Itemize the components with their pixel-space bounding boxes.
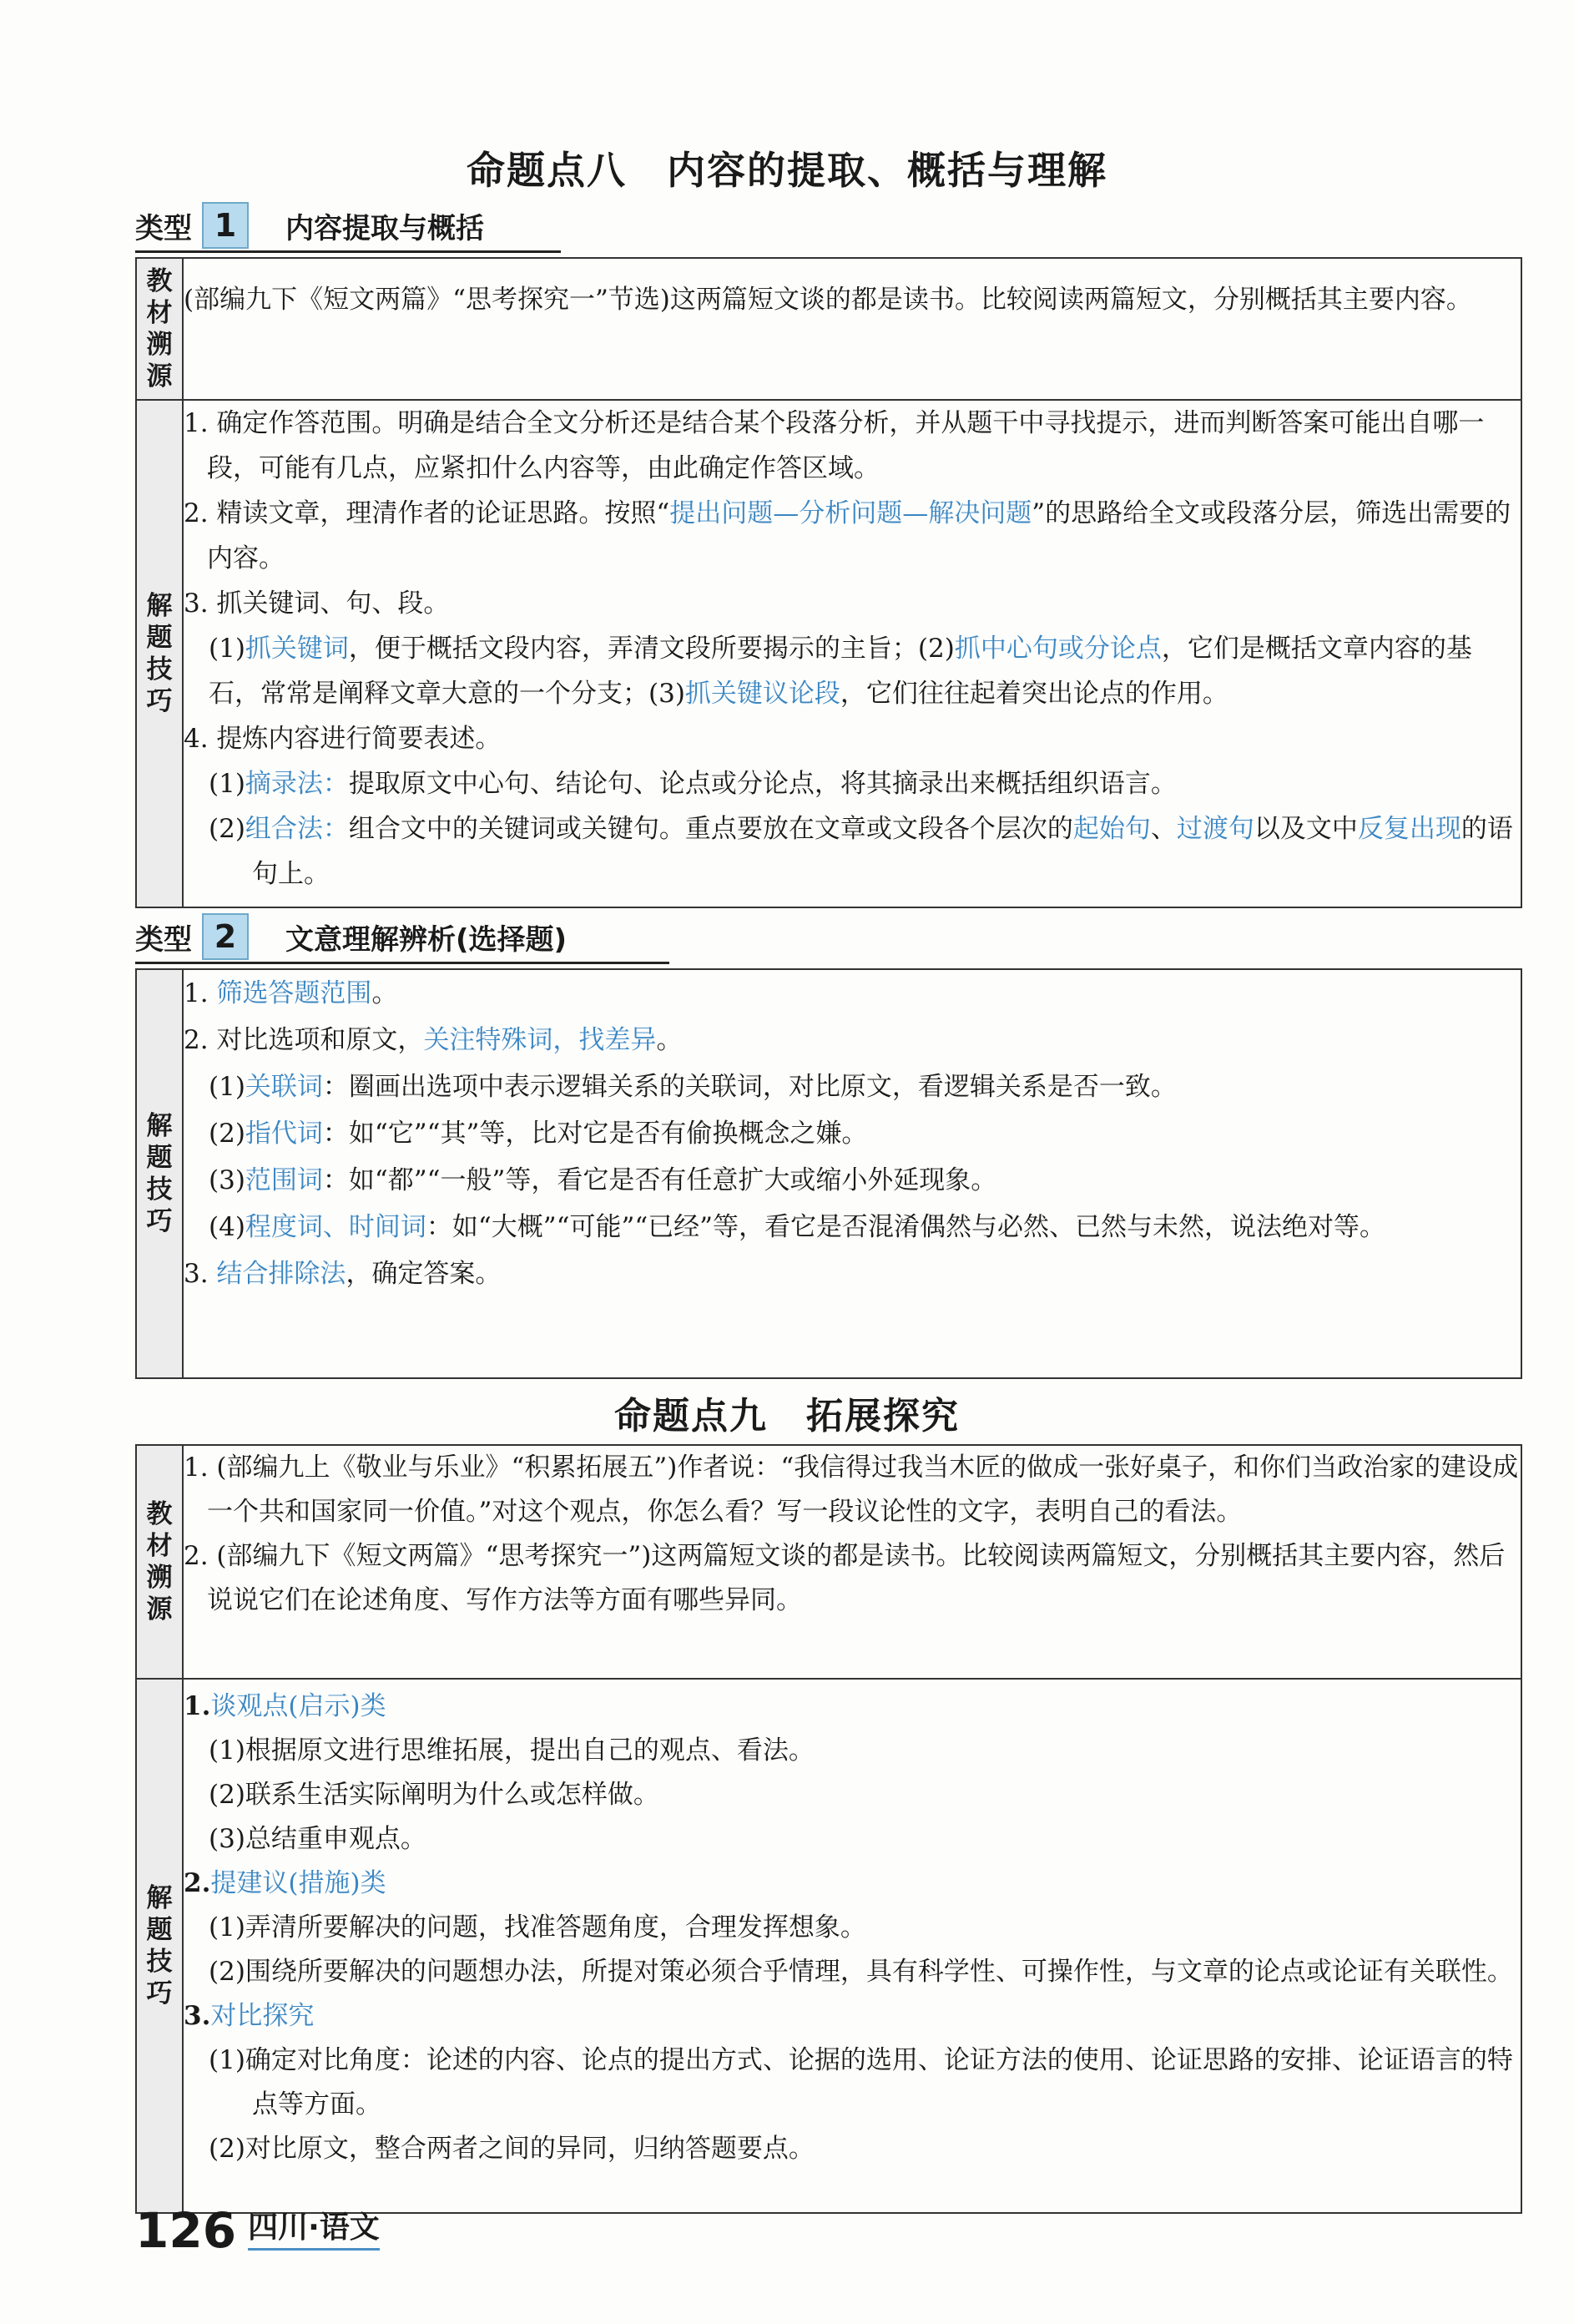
tip-9-item-3-2: (2)对比原文，整合两者之间的异同，归纳答题要点。	[209, 2134, 815, 2164]
tip-9-item-1-1: (1)根据原文进行思维拓展，提出自己的观点、看法。	[209, 1735, 815, 1766]
type-2-underline	[135, 962, 669, 964]
textbook-source-label-9: 教 材 溯 源	[136, 1445, 183, 1679]
page-footer	[135, 2202, 380, 2259]
tip-9-item-1-3: (3)总结重申观点。	[209, 1824, 426, 1854]
solving-tips-label: 解 题 技 巧	[136, 400, 183, 907]
type-1-table	[135, 257, 1522, 908]
page-subject: 四川·语文	[248, 2204, 380, 2251]
solving-tips-label-9: 解 题 技 巧	[136, 1679, 183, 2213]
type-1-header	[135, 200, 484, 250]
solving-tips-content-2	[183, 969, 1521, 1378]
type-2-title: 文意理解辨析(选择题)	[285, 922, 568, 957]
type-2-word: 类型	[135, 922, 192, 957]
source-item-2: 2. (部编九下《短文两篇》“思考探究一”)这两篇短文谈的都是读书。比较阅读两篇短文，分别概括其主要内容，然后说说它们在论述角度、写作方法等方面有哪些异同。	[184, 1541, 1506, 1615]
tip-item-4: 4. 提炼内容进行简要表述。	[184, 724, 502, 754]
tip-2-item-2: 2. 对比选项和原文，关注特殊词，找差异。	[184, 1025, 683, 1055]
page-number: 126	[135, 2202, 237, 2259]
type-2-header	[135, 912, 567, 962]
type-2-number-badge: 2	[202, 913, 249, 960]
type-1-word: 类型	[135, 211, 192, 245]
tip-2-item-2-4: (4)程度词、时间词：如“大概”“可能”“已经”等，看它是否混淆偶然与必然、已然与未然，说法绝对等。	[209, 1212, 1386, 1242]
type-2-table	[135, 968, 1522, 1379]
tip-item-4-1: (1)摘录法：提取原文中心句、结论句、论点或分论点，将其摘录出来概括组织语言。	[209, 769, 1177, 799]
tip-2-item-3: 3. 结合排除法，确定答案。	[184, 1259, 502, 1289]
source-item-1: 1. (部编九上《敬业与乐业》“积累拓展五”)作者说：“我信得过我当木匠的做成一张好桌子，和你们当政治家的建设成一个共和国家同一价值。”对这个观点，你怎么看？写一段议论性的文字，表明自己的看法。	[184, 1452, 1519, 1527]
tip-9-item-2-1: (1)弄清所要解决的问题，找准答题角度，合理发挥想象。	[209, 1912, 866, 1943]
tip-item-1: 1. 确定作答范围。明确是结合全文分析还是结合某个段落分析，并从题干中寻找提示，进而判断答案可能出自哪一段，可能有几点，应紧扣什么内容等，由此确定作答区域。	[184, 408, 1485, 483]
tip-item-4-2: (2)组合法：组合文中的关键词或关键句。重点要放在文章或文段各个层次的起始句、过渡句以及文中反复出现的语句上。	[209, 814, 1513, 889]
solving-tips-content	[183, 400, 1521, 907]
tip-item-2: 2. 精读文章，理清作者的论证思路。按照“提出问题—分析问题—解决问题”的思路给全文或段落分层，筛选出需要的内容。	[184, 498, 1511, 573]
tip-item-3-detail: (1)抓关键词，便于概括文段内容，弄清文段所要揭示的主旨；(2)抓中心句或分论点，它们是概括文章内容的基石，常常是阐释文章大意的一个分支；(3)抓关键议论段，它们往往起着突出论点的作用。	[209, 634, 1472, 709]
textbook-source-content-9	[183, 1445, 1521, 1679]
textbook-source-label: 教 材 溯 源	[136, 258, 183, 400]
tip-9-item-1-2: (2)联系生活实际阐明为什么或怎样做。	[209, 1780, 659, 1810]
section-9-table	[135, 1444, 1522, 2214]
type-1-underline	[135, 250, 561, 253]
tip-9-item-2-2: (2)围绕所要解决的问题想办法，所提对策必须合乎情理，具有科学性、可操作性，与文章的论点或论证有关联性。	[209, 1957, 1513, 1987]
tip-item-3: 3. 抓关键词、句、段。	[184, 589, 450, 619]
tip-2-item-2-2: (2)指代词：如“它”“其”等，比对它是否有偷换概念之嫌。	[209, 1119, 868, 1149]
tip-2-item-2-1: (1)关联词：圈画出选项中表示逻辑关系的关联词，对比原文，看逻辑关系是否一致。	[209, 1072, 1177, 1102]
solving-tips-label-2: 解 题 技 巧	[136, 969, 183, 1378]
tip-2-item-1: 1. 筛选答题范围。	[184, 978, 398, 1008]
section-8-title: 命题点八 内容的提取、概括与理解	[467, 148, 1107, 193]
solving-tips-content-9	[183, 1679, 1521, 2213]
tip-9-item-1: 1.谈观点(启示)类	[184, 1691, 386, 1721]
type-1-number-badge: 1	[202, 202, 249, 249]
section-9-title: 命题点九 拓展探究	[614, 1395, 960, 1437]
tip-9-item-3-1: (1)确定对比角度：论述的内容、论点的提出方式、论据的选用、论证方法的使用、论证思路的安排、论证语言的特点等方面。	[209, 2045, 1513, 2119]
tip-2-item-2-3: (3)范围词：如“都”“一般”等，看它是否有任意扩大或缩小外延现象。	[209, 1165, 997, 1195]
tip-9-item-3: 3.对比探究	[184, 2001, 315, 2031]
type-1-title: 内容提取与概括	[285, 211, 484, 245]
textbook-source-content: (部编九下《短文两篇》“思考探究一”节选)这两篇短文谈的都是读书。比较阅读两篇短文，分别概括其主要内容。	[183, 258, 1521, 400]
tip-9-item-2: 2.提建议(措施)类	[184, 1868, 386, 1898]
